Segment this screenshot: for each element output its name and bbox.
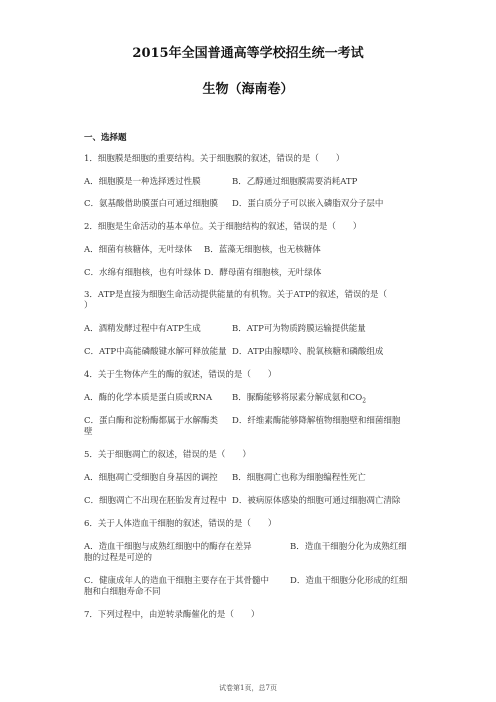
option-b-subscript: 2 — [362, 397, 367, 405]
option-d: D．蛋白质分子可以嵌入磷脂双分子层中 — [232, 199, 384, 209]
option-a: A．造血干细胞与成熟红细胞中的酶存在差异 — [84, 542, 252, 552]
question-7-stem: 7．下列过程中，由逆转录酶催化的是（ ） — [84, 610, 260, 620]
option-b: B．乙醇通过细胞膜需要消耗ATP — [232, 177, 358, 187]
question-4-option-d-cont: 壁 — [84, 427, 93, 437]
question-3-options-ab — [84, 324, 424, 335]
option-b: B．蓝藻无细胞核，也无核糖体 — [204, 245, 321, 255]
question-1-options-ab — [84, 177, 424, 188]
question-3-options-cd — [84, 347, 424, 358]
option-c: C．水绵有细胞核，也有叶绿体 — [84, 268, 202, 278]
question-4-stem: 4．关于生物体产生的酶的叙述，错误的是（ ） — [84, 370, 277, 380]
option-c: C．细胞凋亡不出现在胚胎发育过程中 — [84, 496, 227, 506]
option-c: C．健康成年人的造血干细胞主要存在于其骨髓中 — [84, 576, 270, 586]
question-6-option-d-cont: 胞和白细胞寿命不同 — [84, 587, 161, 597]
question-2-stem: 2．细胞是生命活动的基本单位。关于细胞结构的叙述，错误的是（ ） — [84, 222, 362, 232]
question-6-options-ab — [84, 542, 424, 553]
option-c: C．ATP中高能磷酸键水解可释放能量 — [84, 347, 227, 357]
option-c: C．蛋白酶和淀粉酶都属于水解酶类 — [84, 416, 219, 426]
option-b-text: B．脲酶能够将尿素分解成氨和CO — [232, 393, 363, 403]
option-d: D．纤维素酶能够降解植物细胞壁和细菌细胞 — [232, 416, 401, 426]
question-6-stem: 6．关于人体造血干细胞的叙述，错误的是（ ） — [84, 519, 277, 529]
question-2-options-cd — [84, 268, 424, 279]
question-5-stem: 5．关于细胞凋亡的叙述，错误的是（ ） — [84, 450, 251, 460]
exam-title: 2015年全国普通高等学校招生统一考试 — [132, 46, 364, 61]
question-5-options-cd — [84, 496, 424, 507]
option-a: A．酒精发酵过程中有ATP生成 — [84, 324, 201, 334]
question-1-stem: 1．细胞膜是细胞的重要结构。关于细胞膜的叙述，错误的是（ ） — [84, 154, 345, 164]
question-4-options-cd — [84, 416, 424, 427]
question-3-stem-cont: ） — [84, 301, 93, 311]
option-b: B．细胞凋亡也称为细胞编程性死亡 — [232, 473, 366, 483]
section-heading: 一、选择题 — [84, 133, 127, 143]
option-b: B．ATP可为物质跨膜运输提供能量 — [232, 324, 366, 334]
option-b — [232, 393, 366, 407]
question-6-option-b-cont: 胞的过程是可逆的 — [84, 553, 153, 563]
question-6-options-cd — [84, 576, 424, 587]
option-d: D．ATP由腺嘌呤、脱氧核糖和磷酸组成 — [232, 347, 384, 357]
option-c: C．氨基酸借助膜蛋白可通过细胞膜 — [84, 199, 219, 209]
option-d: D．酵母菌有细胞核，无叶绿体 — [204, 268, 322, 278]
question-1-options-cd — [84, 199, 424, 210]
option-a: A．酶的化学本质是蛋白质或RNA — [84, 393, 213, 403]
question-5-options-ab — [84, 473, 424, 484]
exam-subtitle: 生物（海南卷） — [202, 82, 294, 97]
question-3-stem: 3．ATP是直接为细胞生命活动提供能量的有机物。关于ATP的叙述，错误的是（ — [84, 290, 388, 300]
option-a: A．细胞膜是一种选择透过性膜 — [84, 177, 201, 187]
question-2-options-ab — [84, 245, 424, 256]
option-b: B．造血干细胞分化为成熟红细 — [290, 542, 407, 552]
option-a: A．细胞凋亡受细胞自身基因的调控 — [84, 473, 218, 483]
question-4-options-ab — [84, 393, 424, 404]
option-a: A．细菌有核糖体，无叶绿体 — [84, 245, 193, 255]
option-d: D．造血干细胞分化形成的红细 — [290, 576, 408, 586]
page-footer: 试卷第1页，总7页 — [219, 684, 277, 692]
option-d: D．被病原体感染的细胞可通过细胞凋亡清除 — [232, 496, 401, 506]
